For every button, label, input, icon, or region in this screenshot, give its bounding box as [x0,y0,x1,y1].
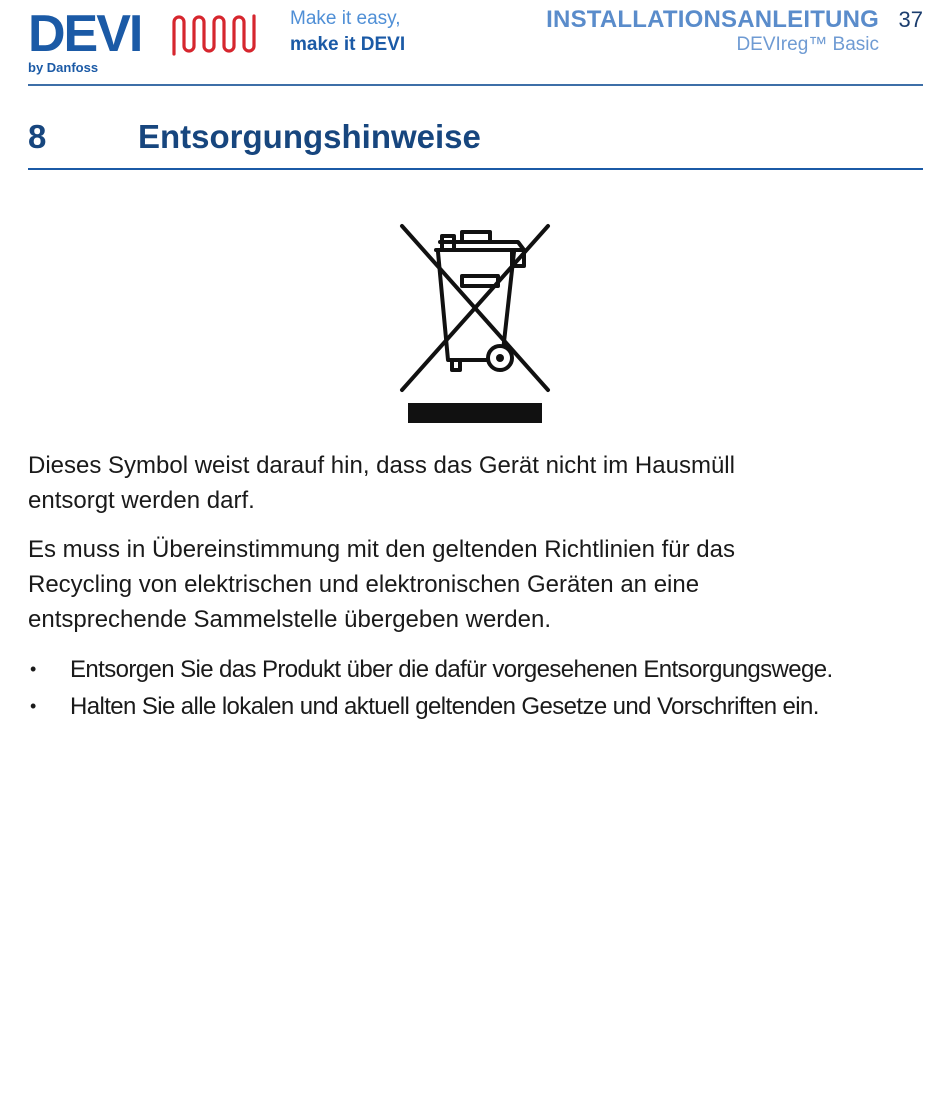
list-item-text: Entsorgen Sie das Produkt über die dafür vorgesehenen Entsorgungswege. [70,656,833,683]
slogan-line-2: make it DEVI [290,34,406,55]
paragraph-symbol-meaning: Dieses Symbol weist darauf hin, dass das Gerät nicht im Hausmüll entsorgt werden darf. [28,452,735,514]
logo-by-danfoss: by Danfoss [28,60,99,75]
section-heading [28,118,923,170]
paragraph-recycling: Es muss in Übereinstimmung mit den geltenden Richtlinien für das Recycling von elektrischen und elektronischen Geräten an eine entsprechende Sammelstelle übergeben werden. [28,536,736,633]
devi-logo [28,6,258,78]
section-number: 8 [28,118,47,155]
document-title [546,6,879,56]
bullet-icon: • [30,696,36,716]
logo-wordmark: DEVI [28,5,142,63]
list-item [28,651,923,688]
page-header [28,0,923,86]
list-item [28,688,923,725]
page-number: 37 [898,7,923,32]
disposal-instructions-list [28,651,923,725]
section-content [28,448,923,725]
manual-type: INSTALLATIONSANLEITUNG [546,6,879,33]
section-title: Entsorgungshinweise [138,118,481,155]
bullet-icon: • [30,659,36,679]
list-item-text: Halten Sie alle lokalen und aktuell geltenden Gesetze und Vorschriften ein. [70,693,819,720]
weee-crossed-out-bin-icon [396,220,556,430]
slogan [290,6,405,58]
heating-wave-icon [170,12,260,56]
product-name: DEVIreg™ Basic [736,34,879,55]
slogan-line-1: Make it easy, [290,8,401,29]
